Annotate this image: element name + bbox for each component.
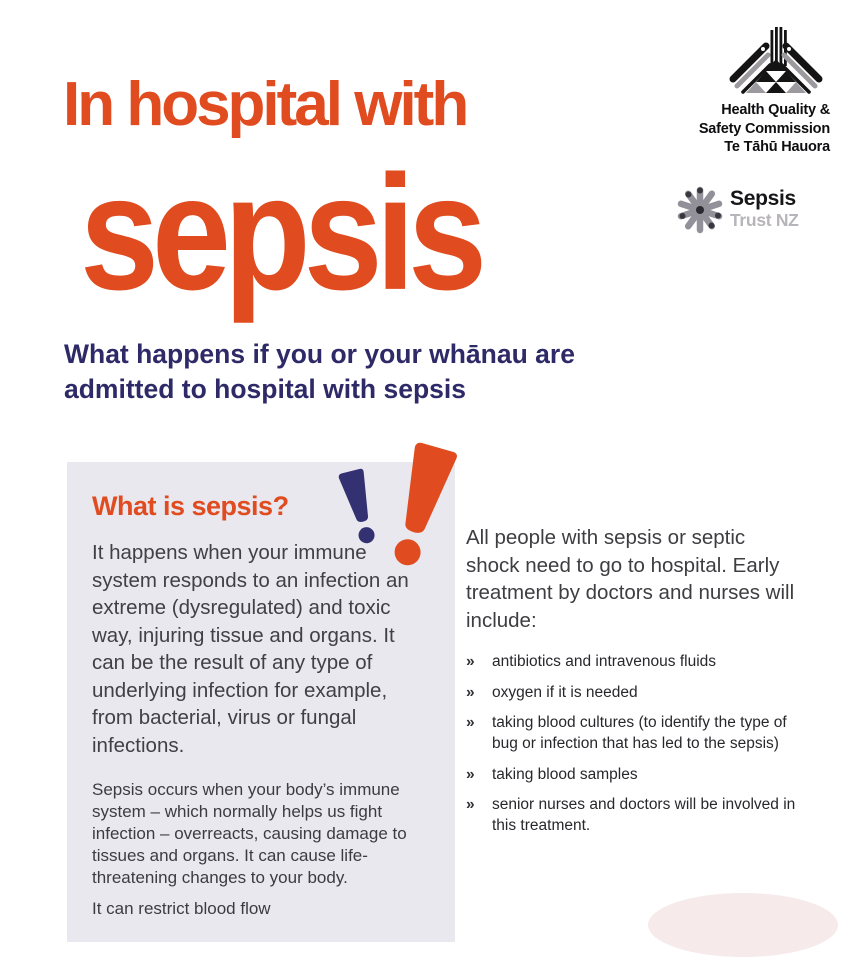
info-paragraph-1: It happens when your immune system responds to an infection an extreme (dysregulated) and toxic way, injuring tissue and organs. It can be the result of any type of underlying infection for example, from bacterial, virus or fungal infections. (92, 541, 409, 757)
hqsc-logo-text (620, 101, 830, 157)
bullet-text: senior nurses and doctors will be involved in this treatment. (492, 796, 796, 834)
hqsc-logo-line2: Safety Commission (698, 120, 830, 137)
subtitle-line1: What happens if you or your whānau are (64, 339, 575, 369)
treatment-list (466, 651, 816, 836)
bullet-text: taking blood cultures (to identify the type of bug or infection that has led to the sepsis) (492, 714, 787, 752)
decorative-pink-circle (648, 893, 838, 957)
page-subtitle (64, 337, 624, 407)
bullet-text: oxygen if it is needed (492, 683, 638, 701)
info-paragraph-2: Sepsis occurs when your body’s immune system – which normally helps us fight infection – overreacts, causing damage to tissues and organs. It can cause life-threatening changes to your body. (92, 780, 407, 887)
info-box-heading: What is sepsis? (92, 491, 289, 521)
bullet-text: taking blood samples (492, 765, 638, 783)
bullet-text: antibiotics and intravenous fluids (492, 653, 717, 670)
list-item (466, 712, 816, 754)
sepsis-trust-name: Sepsis (730, 187, 796, 210)
list-item (466, 682, 816, 703)
hqsc-logo-mark-icon (724, 26, 828, 102)
treatment-column (466, 524, 816, 846)
sepsis-trust-asterisk-icon (676, 186, 724, 234)
page-title-line2: sepsis (80, 141, 481, 325)
list-item (466, 794, 816, 836)
bullet-marker: » (466, 683, 475, 701)
info-paragraph-clipped: It can restrict blood flow (92, 899, 271, 918)
hqsc-logo-line3: Te Tāhū Hauora (724, 139, 830, 155)
bullet-marker: » (466, 796, 475, 813)
list-item (466, 651, 816, 672)
hqsc-logo-line1: Health Quality & (721, 102, 830, 118)
treatment-intro: All people with sepsis or septic shock need to go to hospital. Early treatment by doctors and nurses will include: (466, 526, 795, 632)
bullet-marker: » (466, 765, 475, 783)
bullet-marker: » (466, 653, 475, 670)
subtitle-line2: admitted to hospital with sepsis (64, 374, 466, 404)
exclamation-orange-icon (367, 435, 473, 584)
sepsis-trust-text (730, 188, 799, 230)
sepsis-trust-subname: Trust NZ (730, 210, 799, 230)
bullet-marker: » (466, 714, 475, 731)
list-item (466, 764, 816, 785)
page-title-line1: In hospital with (63, 70, 467, 139)
